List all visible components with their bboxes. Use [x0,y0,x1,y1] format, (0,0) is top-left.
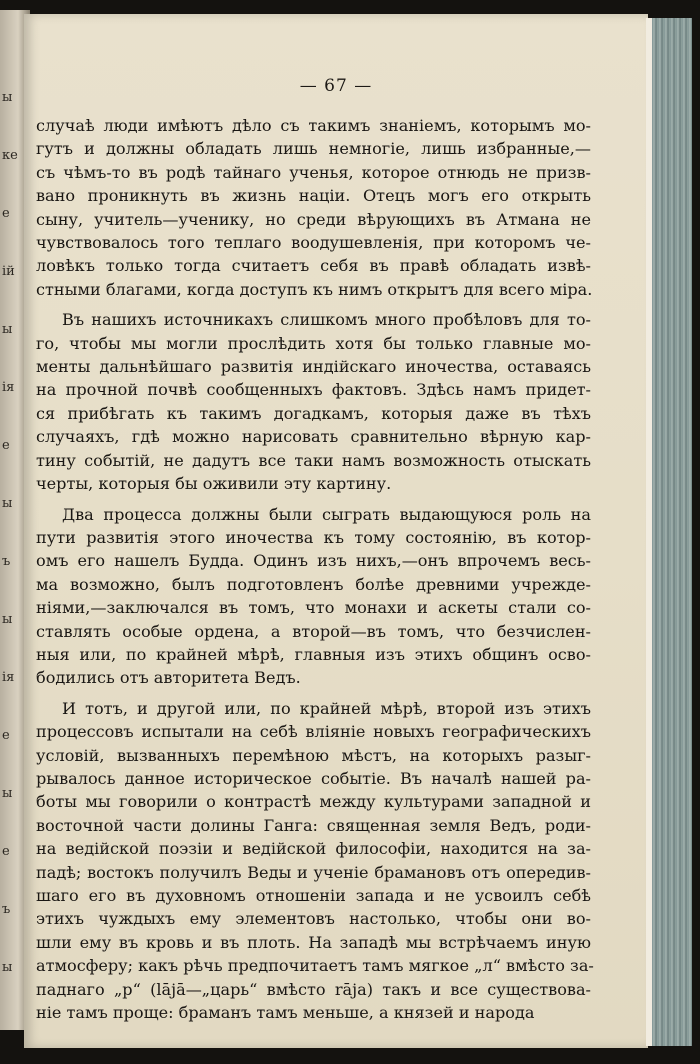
text-line: шли ему въ кровь и въ плоть. На западѣ мы встрѣчаемъ иную [36,932,591,952]
paragraph [36,114,591,301]
facing-page-fragment: ы [2,322,13,337]
text-line: И тотъ, и другой или, по крайней мѣрѣ, второй изъ этихъ [62,698,591,718]
page-number: — 67 — [299,76,373,96]
facing-page-fragment: ы [2,786,13,801]
text-line: на прочной почвѣ сообщенныхъ фактовъ. Здѣсь намъ придет- [36,380,591,400]
text-line: падѣ; востокъ получилъ Веды и ученіе брамановъ отъ опередив- [36,862,591,882]
text-line: ма возможно, былъ подготовленъ болѣе древними учрежде- [36,574,591,594]
facing-page-fragment: ы [2,960,13,975]
text-line: случаяхъ, гдѣ можно нарисовать сравнительно вѣрную кар- [36,427,591,447]
text-line: пути развитія этого иночества къ тому состоянію, въ котор- [36,527,591,547]
text-line: сыну, учитель—ученику, но среди вѣрующихъ въ Атмана не [36,209,591,229]
text-line: омъ его нашелъ Будда. Одинъ изъ нихъ,—онъ впрочемъ весь- [36,551,591,571]
facing-page-fragment: е [2,844,10,859]
page-stack-edge [646,18,692,1046]
text-line: съ чѣмъ-то въ родѣ тайнаго ученья, которое отнюдь не призв- [36,162,591,182]
text-line: стными благами, когда доступъ къ нимъ открытъ для всего міра. [36,279,593,299]
text-line: этихъ чуждыхъ ему элементовъ настолько, чтобы они во- [36,909,591,929]
facing-page-fragment: ія [2,380,15,395]
text-line: ныя или, по крайней мѣрѣ, главныя изъ этихъ общинъ осво- [36,644,591,664]
text-line: на ведійской поэзіи и ведійской философіи, находится на за- [36,839,591,859]
text-line: ніями,—заключался въ томъ, что монахи и аскеты стали со- [36,598,591,618]
paragraph [36,308,591,495]
text-line: бодились отъ авторитета Ведъ. [36,668,301,688]
text-line: чувствовалось того теплаго воодушевленія, при которомъ че- [36,233,591,253]
facing-page-fragment: ке [2,148,18,163]
text-line: тину событій, не дадутъ все таки намъ возможность отыскать [36,450,591,470]
text-line: шаго его въ духовномъ отношеніи запада и не усвоилъ себѣ [36,886,591,905]
text-line: боты мы говорили о контрастѣ между культурами западной и [36,792,591,812]
text-line: ся прибѣгать къ такимъ догадкамъ, которыя даже въ тѣхъ [36,403,591,423]
text-line: менты дальнѣйшаго развитія индійскаго иночества, оставаясь [36,357,591,377]
facing-page-fragment: ы [2,90,13,105]
text-line: рывалось данное историческое событіе. Въ началѣ нашей ра- [36,768,591,788]
text-line: условій, вызванныхъ перемѣною мѣстъ, на которыхъ разыг- [36,745,591,765]
text-line: ставлять особые ордена, а второй—въ томъ, что безчислен- [36,621,591,641]
text-line: восточной части долины Ганга: священная земля Ведъ, роди- [36,815,591,835]
text-line: случаѣ люди имѣютъ дѣло съ такимъ знаніемъ, которымъ мо- [36,116,591,135]
text-line: ловѣкъ только тогда считаетъ себя въ правѣ обладать извѣ- [36,256,591,276]
text-line: черты, которыя бы оживили эту картину. [36,474,392,494]
text-line: Два процесса должны были сыграть выдающуюся роль на [62,504,591,524]
facing-page-fragment: е [2,728,10,743]
facing-page-fragment: е [2,438,10,453]
text-line: ніе тамъ проще: браманъ тамъ меньше, а князей и народа [36,1003,535,1023]
text-line: го, чтобы мы могли прослѣдить хотя бы только главные мо- [36,333,591,353]
facing-page-fragment: ій [2,264,15,279]
body-text [36,114,594,1024]
facing-page-fragment: ъ [2,902,11,917]
text-line: гутъ и должны обладать лишь немногіе, лишь избранные,— [36,139,591,159]
text-line: Въ нашихъ источникахъ слишкомъ много пробѣловъ для то- [62,310,591,330]
paragraph [36,697,594,1025]
book-page [24,14,648,1048]
text-line: паднаго „р“ (lājā—„царь“ вмѣсто rāja) такъ и все существова- [36,979,591,999]
paragraph [36,503,591,690]
text-line: процессовъ испытали на себѣ вліяніе новыхъ географическихъ [36,722,591,742]
text-line: атмосферу; какъ рѣчь предпочитаетъ тамъ мягкое „л“ вмѣсто за- [36,956,594,976]
facing-page-fragment: ы [2,612,13,627]
facing-page-fragment: е [2,206,10,221]
facing-page-fragment: ъ [2,554,11,569]
facing-page-fragment: ія [2,670,15,685]
facing-page-fragment: ы [2,496,13,511]
text-line: вано проникнуть въ жизнь націи. Отецъ могъ его открыть [36,186,591,206]
